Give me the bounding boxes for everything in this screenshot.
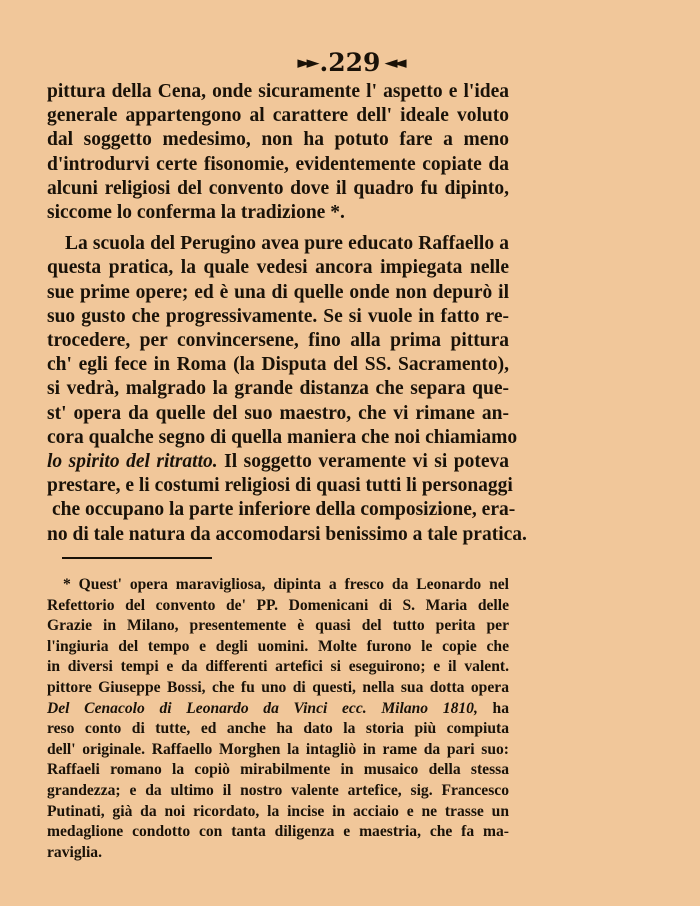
text-line: d'introdurvi certe fisonomie, evidentemente copiate da (47, 153, 509, 175)
text-line: pittura della Cena, onde sicuramente l' aspetto e l'idea (47, 81, 509, 102)
ornament-left-icon: ►► (297, 53, 316, 73)
italic-title: Del Cenacolo di Leonardo da Vinci ecc. Milano 1810, (47, 699, 478, 717)
footnote-line: Raffaeli romano la copiò mirabilmente in musaico della stessa (47, 761, 509, 779)
footnote-line: grandezza; e da ultimo il nostro valente artefice, sig. Francesco (47, 781, 509, 799)
footnote-line: Refettorio del convento de' PP. Domenicani di S. Maria delle (47, 596, 509, 614)
footnote-line: raviglia. (47, 843, 103, 861)
running-header (0, 48, 700, 78)
text-line: cora qualche segno di quella maniera che noi chiamiamo (47, 426, 518, 448)
text-line: sue prime opere; ed è una di quelle onde non depurò il (47, 281, 509, 303)
footnote-line: pittore Giuseppe Bossi, che fu uno di questi, nella sua dotta opera (47, 678, 509, 696)
footnote-line: Putinati, già da noi ricordato, la incise in acciaio e ne trasse un (47, 802, 509, 820)
text-line: trocedere, per convincersene, fino alla prima pittura (47, 330, 509, 352)
text-line: dal soggetto medesimo, non ha potuto fare a meno (47, 129, 509, 151)
footnote (47, 575, 509, 863)
text-line-mixed (47, 450, 509, 474)
footnote-line: dell' originale. Raffaello Morghen la intagliò in rame da pari suo: (47, 740, 509, 758)
text-line: alcuni religiosi del convento dove il quadro fu dipinto, (47, 177, 509, 199)
footnote-divider (62, 557, 212, 559)
text-line-rest: Il soggetto veramente vi si poteva (217, 451, 509, 473)
ornament-right-icon: ◄◄ (384, 53, 403, 73)
footnote-line: * Quest' opera maravigliosa, dipinta a fresco da Leonardo nel (63, 576, 509, 593)
text-line: no di tale natura da accomodarsi benissimo a tale pratica. (47, 523, 527, 545)
text-line: che occupano la parte inferiore della composizione, era- (52, 499, 516, 521)
footnote-line: reso conto di tutte, ed anche ha dato la storia più compiuta (47, 720, 509, 738)
text-line: generale appartengono al carattere dell' ideale voluto (47, 105, 509, 127)
footnote-line: in diversi tempi e da differenti artefici si eseguirono; e il valent. (47, 658, 509, 676)
text-line: si vedrà, malgrado la grande distanza che separa que- (47, 378, 509, 400)
page-number: .229 (319, 48, 381, 77)
italic-phrase: lo spirito del ritratto. (47, 451, 218, 473)
footnote-line: Grazie in Milano, presentemente è quasi del tutto perita per (47, 617, 509, 635)
text-line: siccome lo conferma la tradizione *. (47, 202, 345, 224)
text-line: ch' egli fece in Roma (la Disputa del SS. Sacramento), (47, 354, 509, 376)
main-text (47, 80, 527, 547)
text-line: prestare, e li costumi religiosi di quasi tutti li personaggi (47, 475, 513, 497)
footnote-line-mixed (47, 699, 509, 720)
footnote-line: l'ingiuria del tempo e degli uomini. Molte furono le copie che (47, 637, 509, 655)
text-line: st' opera da quelle del suo maestro, che vi rimane an- (47, 402, 509, 424)
text-line: La scuola del Perugino avea pure educato Raffaello a (65, 233, 509, 255)
text-line: suo gusto che progressivamente. Se si vuole in fatto re- (47, 305, 509, 327)
footnote-line-rest: ha (477, 699, 509, 717)
footnote-line: medaglione condotto con tanta diligenza e maestria, che fa ma- (47, 823, 509, 841)
text-line: questa pratica, la quale vedesi ancora impiegata nelle (47, 257, 509, 279)
